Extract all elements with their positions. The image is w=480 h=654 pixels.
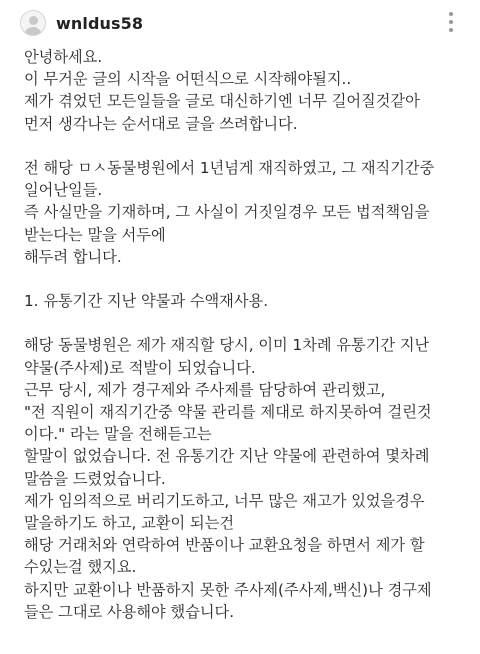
post-line: 먼저 생각나는 순서대로 글을 쓰려합니다. (24, 114, 298, 133)
post-line: 수있는걸 했지요. (24, 558, 137, 577)
post-line: 말씀을 드렸었습니다. (24, 469, 166, 488)
post-body (24, 46, 474, 623)
post-line: 이다." 라는 말을 전해듣고는 (24, 425, 212, 444)
username[interactable]: wnldus58 (56, 13, 144, 33)
post-line: 근무 당시, 제가 경구제와 주사제를 담당하여 관리했고, (24, 380, 386, 399)
avatar[interactable] (20, 10, 46, 36)
post-header (20, 8, 143, 38)
post-line: 들은 그대로 사용해야 했습니다. (24, 602, 235, 621)
post-line: 받는다는 말을 서두에 (24, 225, 166, 244)
post-line: 이 무거운 글의 시작을 어떤식으로 시작해야될지.. (24, 70, 352, 89)
post-line (24, 268, 474, 290)
post-line: "전 직원이 재직기간중 약물 관리를 제대로 하지못하여 걸린것 (24, 403, 432, 421)
post-line: 말을하기도 하고, 교환이 되는건 (24, 513, 235, 532)
post-line: 해당 동물병원은 제가 재직할 당시, 이미 1차례 유통기간 지난 (24, 336, 430, 355)
post-line (24, 312, 474, 334)
post-line: 하지만 교환이나 반품하지 못한 주사제(주사제,백신)나 경구제 (24, 580, 432, 599)
post-line: 해당 거래처와 연락하여 반품이나 교환요청을 하면서 제가 할 (24, 536, 425, 555)
post-line: 할말이 없었습니다. 전 유통기간 지난 약물에 관련하여 몇차례 (24, 447, 430, 466)
post-line (24, 135, 474, 157)
post-line: 1. 유통기간 지난 약물과 수액재사용. (24, 292, 269, 311)
post-line: 제가 겪었던 모든일들을 글로 대신하기엔 너무 길어질것같아 (24, 92, 420, 111)
post-line: 안녕하세요. (24, 48, 103, 66)
post-line: 전 해당 ㅁㅅ동물병원에서 1년넘게 재직하였고, 그 재직기간중 (24, 158, 435, 177)
more-options-icon (449, 12, 453, 16)
post-line: 약물(주사제)로 적발이 되었습니다. (24, 358, 256, 377)
post-line: 해두려 합니다. (24, 247, 122, 266)
more-options-button[interactable] (444, 10, 458, 34)
post-line: 일어난일들. (24, 181, 103, 200)
avatar-placeholder-icon (29, 16, 38, 25)
post-line: 제가 임의적으로 버리기도하고, 너무 많은 재고가 있었을경우 (24, 491, 425, 510)
post-line: 즉 사실만을 기재하며, 그 사실이 거짓일경우 모든 법적책임을 (24, 203, 430, 222)
